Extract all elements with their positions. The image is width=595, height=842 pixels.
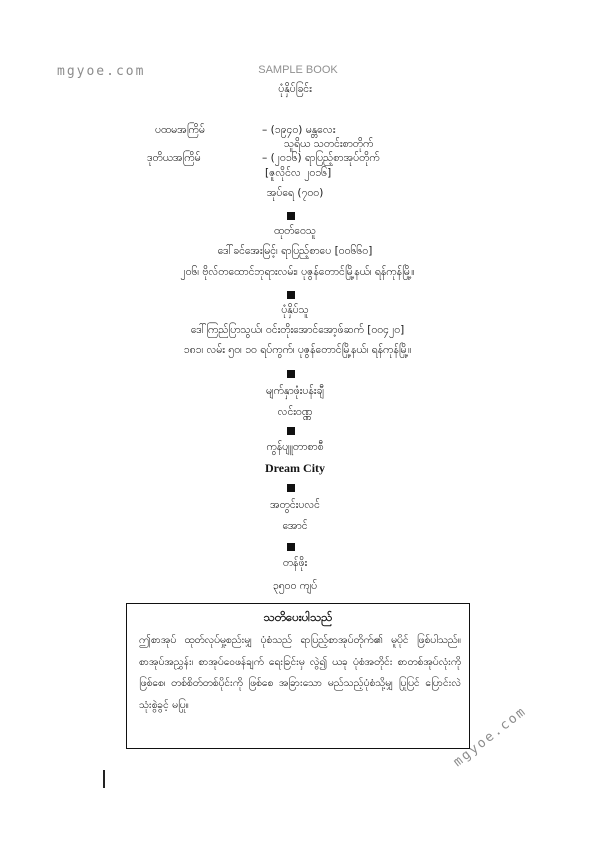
publisher-name: ဒေါ်ခင်အေးမြင့်၊ ရာပြည့်စာပေ [၀၀၆၆၀] xyxy=(217,245,373,257)
printer-name: ဒေါ်ကြည်ပြာသွယ်၊ ဝင်းတိုးအောင်အော့ဖ်ဆက် [၀၀၄၂၀] xyxy=(190,324,405,336)
inner-design-value: အောင် xyxy=(282,520,308,532)
third-edition-label: ဒုတိယအကြိမ် xyxy=(147,152,201,164)
third-edition-value: – (၂၀၁၆) ရာပြည့်စာအုပ်တိုက် xyxy=(262,152,380,164)
typesetting-label: ကွန်ပျူတာစာစီ xyxy=(266,441,324,453)
copyright-notice-box xyxy=(126,603,470,749)
price-value: ၃၅၀၀ ကျပ် xyxy=(272,580,318,592)
copies-count: အုပ်ရေ (၇၀၀) xyxy=(266,187,324,199)
section-bullet xyxy=(287,427,295,435)
notice-body: ဤစာအုပ် ထုတ်လုပ်မှု့စည်းမျှ ပုံစံသည် ရာပြည့်စာအုပ်တိုက်၏ မူပိုင် ဖြစ်ပါသည်။ စာအုပ်အညွှန်း၊ စာအုပ်ဝေဖန်ချက် ရေးခြင်းမှ လွဲ၍ ယခု ပုံစံအတိုင်း စာတစ်အုပ်လုံးကိုဖြစ်စေ၊ တစ်စိတ်တစ်ပိုင်းကို ဖြစ်စေ အခြားသော မည်သည့်ပုံစံသို့မျှ ပြုပြင် ပြောင်းလဲ သုံးစွဲခွင့် မပြု။ xyxy=(139,634,461,711)
watermark-top-left: mgyoe.com xyxy=(57,64,146,79)
printer-address: ၁၈၁၊ လမ်း ၅၀၊ ၁၀ ရပ်ကွက်၊ ပုဇွန်တောင်မြို့နယ်၊ ရန်ကုန်မြို့။ xyxy=(183,344,412,356)
watermark-sample-book: SAMPLE BOOK xyxy=(258,64,338,76)
typesetting-value: Dream City xyxy=(264,461,326,475)
cover-art-value: လင်းဝဏ္ဏ xyxy=(277,406,313,418)
publisher-address: ၂၀၆၊ ဗိုလ်တထောင်ဘုရားလမ်း၊ ပုဇွန်တောင်မြို့နယ်၊ ရန်ကုန်မြို့။ xyxy=(180,266,415,278)
first-edition-label: ပထမအကြိမ် xyxy=(155,124,205,136)
section-bullet xyxy=(287,370,295,378)
section-bullet xyxy=(287,543,295,551)
section-bullet xyxy=(287,291,295,299)
section-bullet xyxy=(287,484,295,492)
printer-label: ပုံနှိပ်သူ xyxy=(281,304,309,316)
margin-mark xyxy=(103,770,105,788)
first-edition-value-2: သူရိယ သတင်းစာတိုက် xyxy=(284,138,374,150)
notice-title: သတိပေးပါသည် xyxy=(263,610,333,624)
inner-design-label: အတွင်းပလင် xyxy=(269,499,320,511)
page-heading: ပုံနှိပ်ခြင်း xyxy=(278,83,312,95)
first-edition-value: – (၁၉၄၀) မန္တလေး xyxy=(262,124,336,136)
section-bullet xyxy=(287,212,295,220)
cover-art-label: မျက်နှာဖုံးပန်းချီ xyxy=(266,385,324,397)
watermark-bottom-right: mgyoe.com xyxy=(450,703,530,770)
price-label: တန်ဖိုး xyxy=(282,557,308,569)
publisher-label: ထုတ်ဝေသူ xyxy=(273,225,317,237)
third-edition-date: [ဇူလိုင်လ ၂၀၁၆] xyxy=(265,167,332,179)
